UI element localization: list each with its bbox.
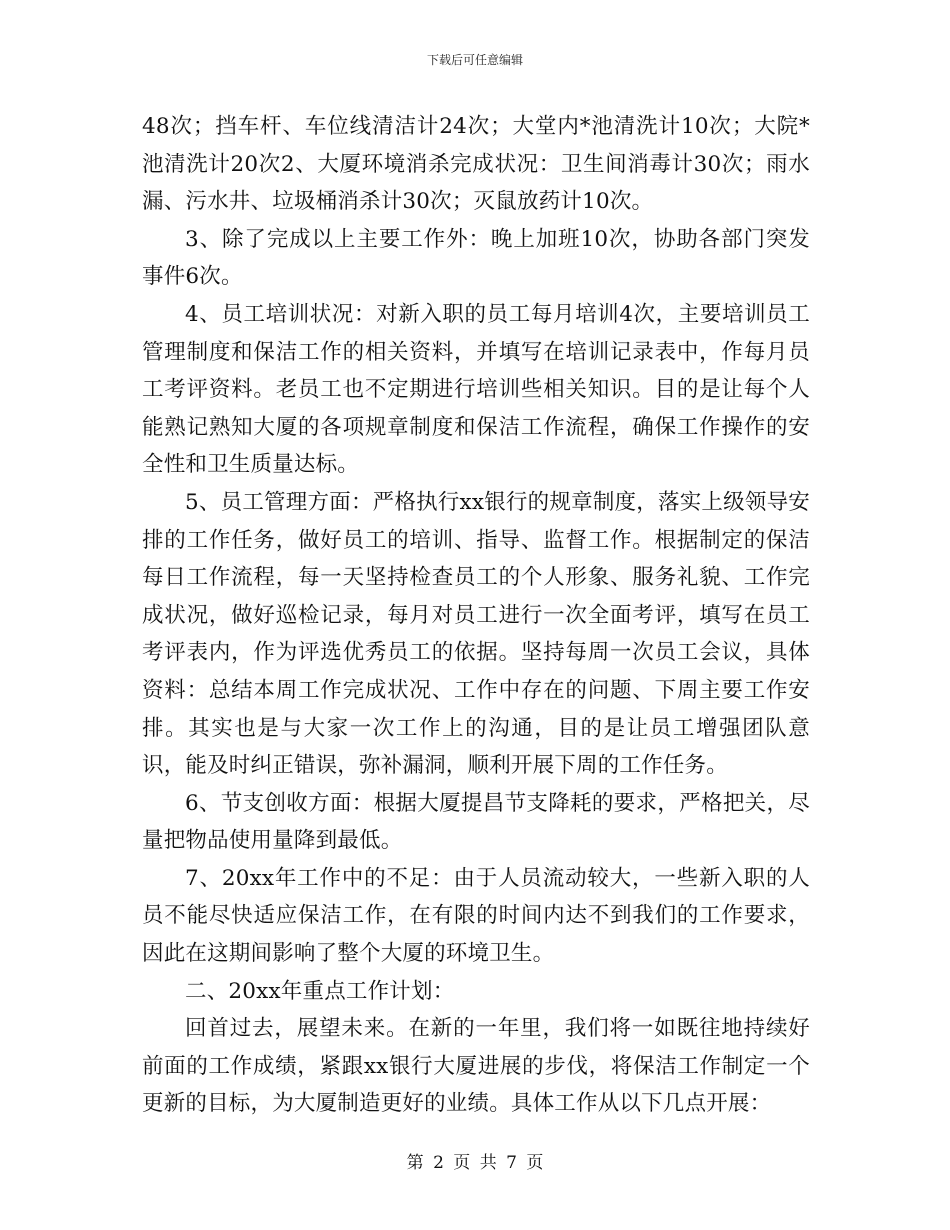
paragraph-item-5: 5、员工管理方面：严格执行xx银行的规章制度，落实上级领导安排的工作任务，做好员工的培训、指导、监督工作。根据制定的保洁每日工作流程，每一天坚持检查员工的个人形象、服务礼貌、工作完成状况，做好巡检记录，每月对员工进行一次全面考评，填写在员工考评表内，作为评选优秀员工的依据。坚持每周一次员工会议，具体资料：总结本周工作完成状况、工作中存在的问题、下周主要工作安排。其实也是与大家一次工作上的沟通，目的是让员工增强团队意识，能及时纠正错误，弥补漏洞，顺利开展下周的工作任务。	[142, 489, 810, 779]
page-footer: 第 2 页 共 7 页	[406, 1153, 544, 1173]
paragraph-continuation: 48次；挡车杆、车位线清洁计24次；大堂内*池清洗计10次；大院*池清洗计20次2、大厦环境消杀完成状况：卫生间消毒计30次；雨水漏、污水井、垃圾桶消杀计30次；灭鼠放药计10次。	[142, 114, 810, 215]
paragraph-item-6: 6、节支创收方面：根据大厦提昌节支降耗的要求，严格把关，尽量把物品使用量降到最低。	[142, 790, 810, 854]
paragraph-item-7: 7、20xx年工作中的不足：由于人员流动较大，一些新入职的人员不能尽快适应保洁工作，在有限的时间内达不到我们的工作要求，因此在这期间影响了整个大厦的环境卫生。	[142, 865, 810, 967]
paragraph-plan-intro: 回首过去，展望未来。在新的一年里，我们将一如既往地持续好前面的工作成绩，紧跟xx银行大厦进展的步伐，将保洁工作制定一个更新的目标，为大厦制造更好的业绩。具体工作从以下几点开展：	[142, 1016, 810, 1117]
document-body	[142, 108, 810, 1123]
paragraph-item-4: 4、员工培训状况：对新入职的员工每月培训4次，主要培训员工管理制度和保洁工作的相关资料，并填写在培训记录表中，作每月员工考评资料。老员工也不定期进行培训些相关知识。目的是让每个人能熟记熟知大厦的各项规章制度和保洁工作流程，确保工作操作的安全性和卫生质量达标。	[142, 301, 810, 478]
paragraph-item-3: 3、除了完成以上主要工作外：晚上加班10次，协助各部门突发事件6次。	[142, 226, 810, 290]
section-heading-plan: 二、20xx年重点工作计划：	[185, 978, 455, 1004]
page-header: 下载后可任意编辑	[426, 53, 523, 67]
